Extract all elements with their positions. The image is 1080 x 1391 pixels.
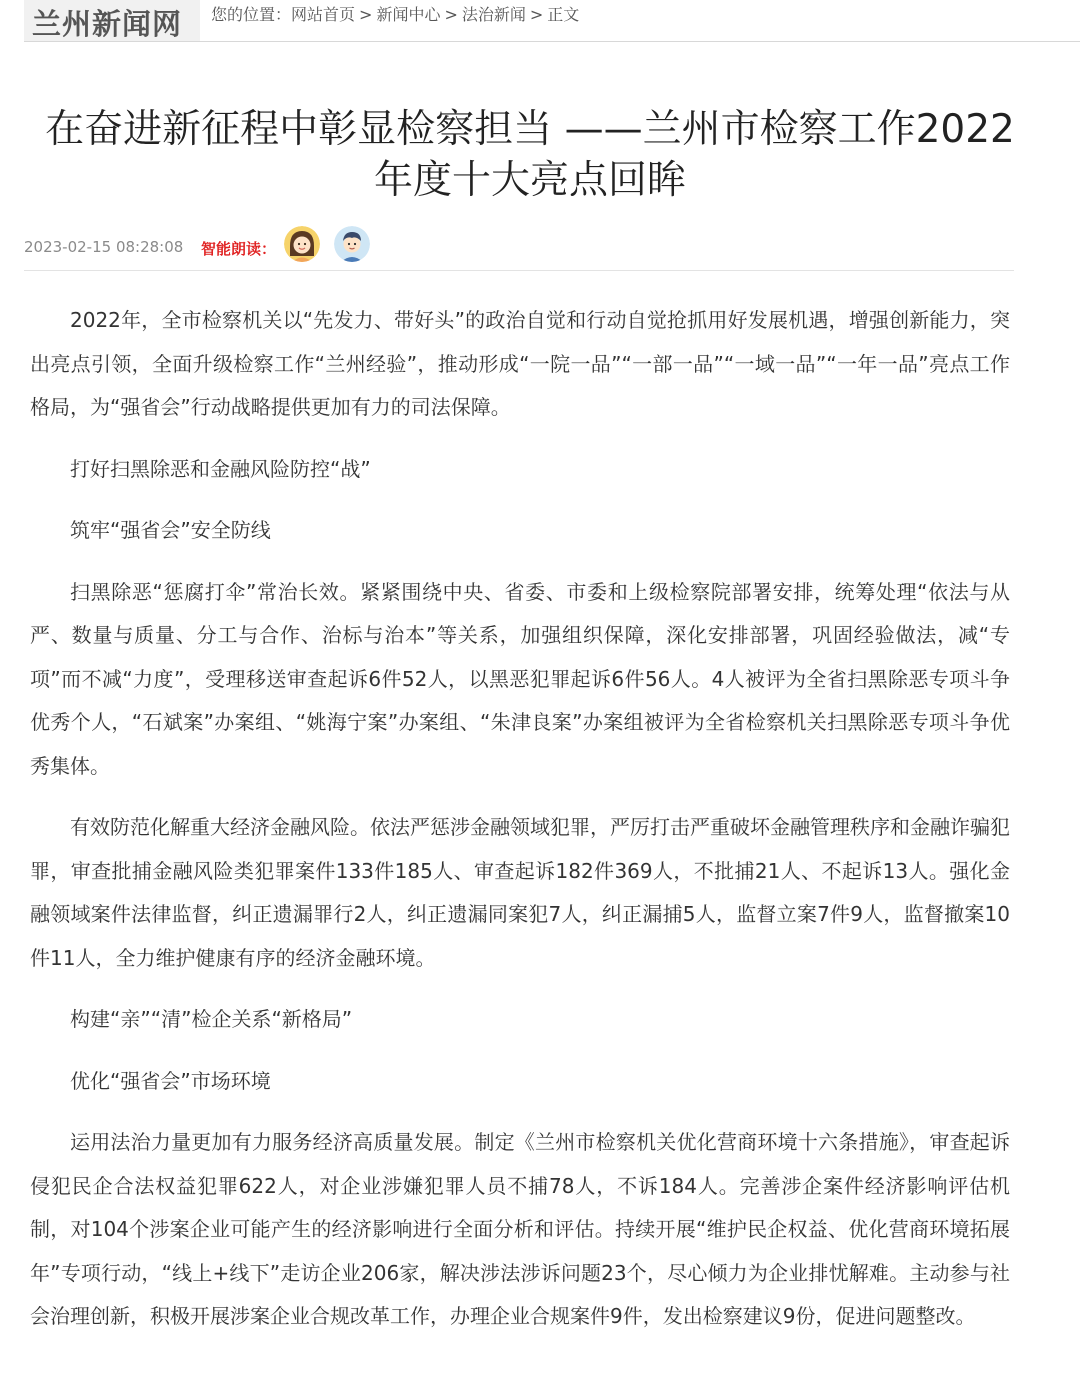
breadcrumb-home-link[interactable]: 网站首页 [291,5,356,24]
male-voice-avatar-button[interactable] [334,226,370,262]
site-logo-text: 兰州新闻网 [32,7,183,41]
header-divider [24,41,1080,42]
section-heading: 构建“亲”“清”检企关系“新格局” [70,1007,353,1031]
section-subheading: 优化“强省会”市场环境 [70,1068,271,1093]
breadcrumb-separator: > [359,5,373,24]
smart-read-label: 智能朗读： [201,240,277,258]
breadcrumb [211,2,579,25]
breadcrumb-news-center-link[interactable]: 新闻中心 [376,5,441,24]
paragraph-anti-gang: 扫黑除恶“惩腐打伞”常治长效。紧紧围绕中央、省委、市委和上级检察院部署安排，统筹处理“依法与从严、数量与质量、分工与合作、治标与治本”等关系，加强组织保障，深化安排部署，巩固经验做法，减“专项”而不减“力度”，受理移送审查起诉6件52人，以黑恶犯罪起诉6件56人。4人被评为全省扫黑除恶专项斗争优秀个人，“石斌案”办案组、“姚海宁案”办案组、“朱津良案”办案组被评为全省检察机关扫黑除恶专项斗争优秀集体。 [30,579,1010,778]
article-title: 在奋进新征程中彰显检察担当 ——兰州市检察工作2022年度十大亮点回眸 [45,107,1015,203]
publish-date: 2023-02-15 08:28:08 [24,238,184,256]
male-avatar-icon [334,226,370,262]
breadcrumb-current: 正文 [547,5,580,24]
breadcrumb-separator: > [444,5,458,24]
paragraph-financial-risk: 有效防范化解重大经济金融风险。依法严惩涉金融领域犯罪，严厉打击严重破坏金融管理秩序和金融诈骗犯罪，审查批捕金融风险类犯罪案件133件185人、审查起诉182件369人，不批捕21人、不起诉13人。强化金融领域案件法律监督，纠正遗漏罪行2人，纠正遗漏同案犯7人，纠正漏捕5人，监督立案7件9人，监督撤案10件11人，全力维护健康有序的经济金融环境。 [30,815,1010,970]
site-logo[interactable] [24,0,200,41]
meta-divider [24,270,1014,271]
breadcrumb-separator: > [529,5,544,24]
breadcrumb-legal-news-link[interactable]: 法治新闻 [461,5,526,24]
article-meta [24,226,1014,272]
female-voice-avatar-button[interactable] [284,226,320,262]
article-body [30,299,1010,1357]
section-heading: 打好扫黑除恶和金融风险防控“战” [70,456,371,481]
top-header [0,0,1080,44]
female-avatar-icon [284,226,320,262]
breadcrumb-prefix: 您的位置： [211,5,292,24]
paragraph-intro: 2022年，全市检察机关以“先发力、带好头”的政治自觉和行动自觉抢抓用好发展机遇，增强创新能力，突出亮点引领，全面升级检察工作“兰州经验”，推动形成“一院一品”“一部一品”“一域一品”“一年一品”亮点工作格局，为“强省会”行动战略提供更加有力的司法保障。 [30,308,1010,419]
section-subheading: 筑牢“强省会”安全防线 [70,518,271,542]
paragraph-business-environment: 运用法治力量更加有力服务经济高质量发展。制定《兰州市检察机关优化营商环境十六条措施》，审查起诉侵犯民企合法权益犯罪622人，对企业涉嫌犯罪人员不捕78人，不诉184人。完善涉企案件经济影响评估机制，对104个涉案企业可能产生的经济影响进行全面分析和评估。持续开展“维护民企权益、优化营商环境拓展年”专项行动，“线上+线下”走访企业206家，解决涉法涉诉问题23个，尽心倾力为企业排忧解难。主动参与社会治理创新，积极开展涉案企业合规改革工作，办理企业合规案件9件，发出检察建议9份，促进问题整改。 [30,1130,1010,1328]
